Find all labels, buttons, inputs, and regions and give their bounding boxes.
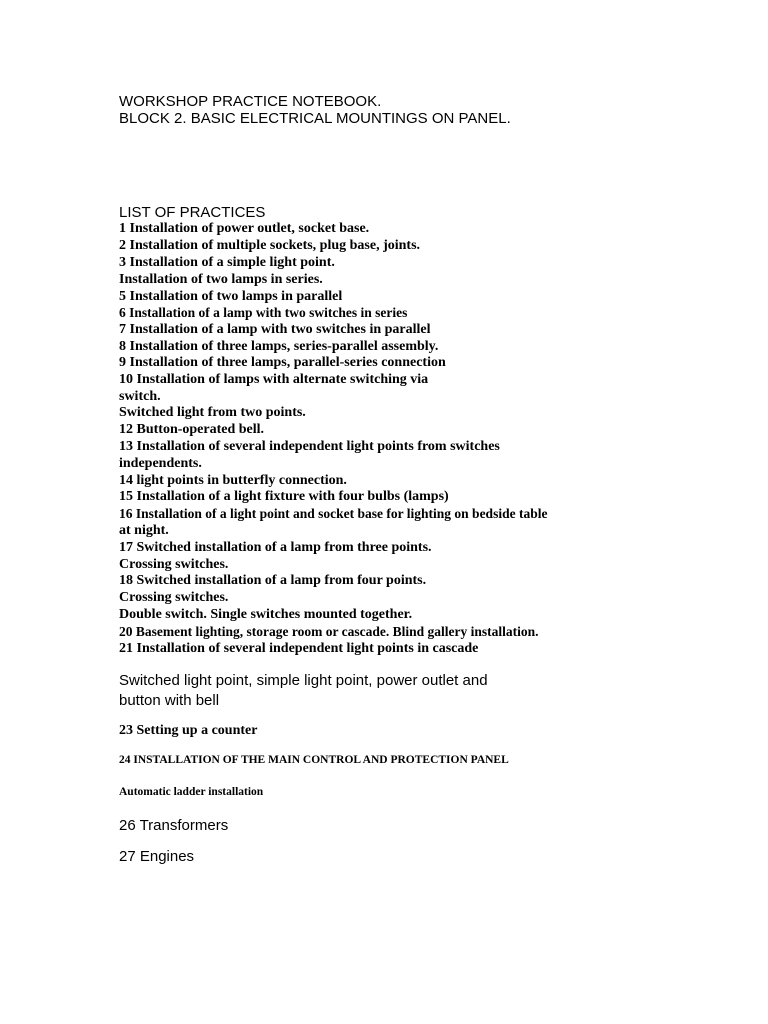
list-item: 6 Installation of a lamp with two switches in series (119, 305, 408, 320)
list-item: switch. (119, 389, 161, 404)
list-item: 13 Installation of several independent light points from switches (119, 439, 500, 454)
list-item: 16 Installation of a light point and socket base for lighting on bedside table (119, 506, 548, 521)
list-item: Crossing switches. (119, 590, 229, 605)
list-item: 18 Switched installation of a lamp from four points. (119, 573, 427, 588)
notebook-title: WORKSHOP PRACTICE NOTEBOOK. (119, 93, 382, 110)
list-item: Automatic ladder installation (119, 786, 264, 798)
list-item: 21 Installation of several independent light points in cascade (119, 641, 479, 656)
list-item: 27 Engines (119, 848, 195, 865)
list-title: LIST OF PRACTICES (119, 204, 266, 221)
list-item: 26 Transformers (119, 817, 229, 834)
list-item: 8 Installation of three lamps, series-parallel assembly. (119, 339, 439, 354)
list-item: 10 Installation of lamps with alternate switching via (119, 372, 429, 387)
list-item: 15 Installation of a light fixture with four bulbs (lamps) (119, 489, 449, 504)
list-item: 23 Setting up a counter (119, 723, 258, 738)
list-item: 12 Button-operated bell. (119, 422, 265, 437)
list-item: 1 Installation of power outlet, socket base. (119, 221, 370, 236)
list-item: 20 Basement lighting, storage room or cascade. Blind gallery installation. (119, 624, 539, 639)
block-title: BLOCK 2. BASIC ELECTRICAL MOUNTINGS ON PANEL. (119, 110, 511, 127)
list-item: at night. (119, 523, 169, 538)
paragraph-line: button with bell (119, 692, 220, 709)
list-item: Double switch. Single switches mounted together. (119, 607, 413, 622)
list-item: 2 Installation of multiple sockets, plug base, joints. (119, 238, 421, 253)
list-item: independents. (119, 456, 202, 471)
list-item: 24 INSTALLATION OF THE MAIN CONTROL AND PROTECTION PANEL (119, 754, 509, 766)
list-item: 3 Installation of a simple light point. (119, 255, 335, 270)
list-item: Crossing switches. (119, 557, 229, 572)
paragraph-line: Switched light point, simple light point, power outlet and (119, 672, 488, 689)
list-item: 9 Installation of three lamps, parallel-series connection (119, 355, 446, 370)
list-item: Switched light from two points. (119, 405, 306, 420)
list-item: 17 Switched installation of a lamp from three points. (119, 540, 432, 555)
list-item: Installation of two lamps in series. (119, 272, 323, 287)
list-item: 5 Installation of two lamps in parallel (119, 289, 343, 304)
list-item: 14 light points in butterfly connection. (119, 473, 347, 488)
list-item: 7 Installation of a lamp with two switches in parallel (119, 322, 431, 337)
